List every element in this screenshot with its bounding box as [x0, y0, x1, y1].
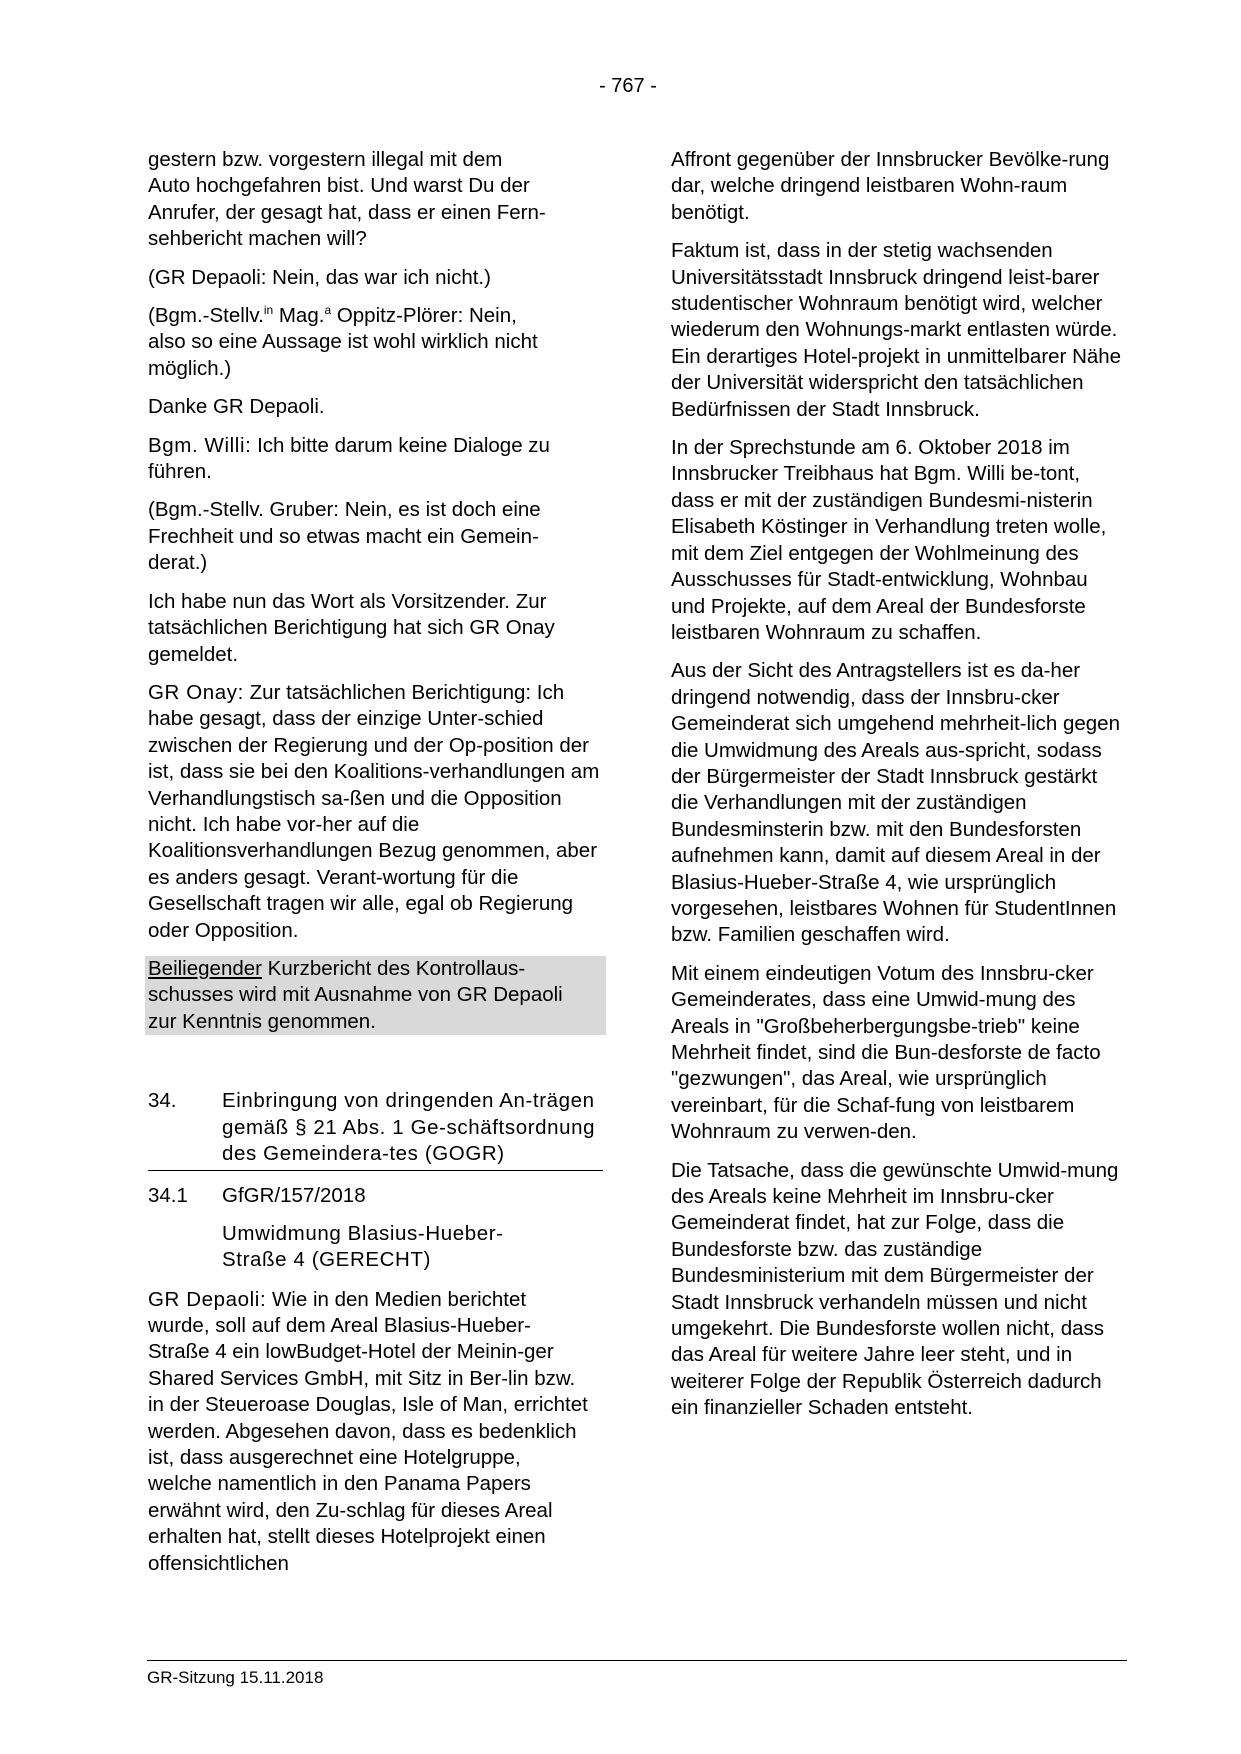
speech-text: Zur tatsächlichen Berichtigung: Ich habe gesagt, dass der einzige Unter-schied zwischen der Regierung und der Op-position der ist, dass sie bei den Koalitions-verhandlungen am Verhandlungstisch sa-ßen und die Opposition nicht. Ich habe vor-her auf die Koalitionsverhandlungen Bezug genommen, aber es anders gesagt. Verant-wortung für die Gesellschaft tragen wir alle, egal ob Regierung oder Opposition. [148, 680, 600, 942]
page-footer [147, 1660, 1127, 1689]
text-run: (Bgm.-Stellv. [148, 304, 264, 328]
paragraph: Mit einem eindeutigen Votum des Innsbru-cker Gemeinderates, dass eine Umwid-mung des Areals in "Großbeherbergungsbe-trieb" keine Mehrheit findet, sind die Bun-desforste de facto "gezwungen", das Areal, wie ursprünglich vereinbart, für die Schaf-fung von leistbarem Wohnraum zu verwen-den. [671, 961, 1101, 1144]
agenda-number: 34. [148, 1089, 177, 1113]
subitem-reference: GfGR/157/2018 [222, 1184, 366, 1208]
decision-text: Kurzbericht des Kontrollaus-schusses wird mit Ausnahme von GR Depaoli zur Kenntnis genommen. [148, 956, 563, 1033]
superscript: in [263, 303, 274, 318]
speaker-name: Bgm. Willi: [148, 433, 252, 457]
footer-text: GR-Sitzung 15.11.2018 [147, 1668, 324, 1687]
speaker-name: GR Depaoli: [148, 1287, 267, 1311]
paragraph: gestern bzw. vorgestern illegal mit dem Auto hochgefahren bist. Und warst Du der Anrufer, der gesagt hat, dass er einen Fern-sehbericht machen will? [148, 148, 546, 251]
paragraph: Faktum ist, dass in der stetig wachsenden Universitätsstadt Innsbruck dringend leist-barer studentischer Wohnraum benötigt wird, welcher wiederum den Wohnungs-markt entlasten würde. Ein derartiges Hotel-projekt in unmittelbarer Nähe der Universität widerspricht den tatsächlichen Bedürfnissen der Stadt Innsbruck. [671, 239, 1122, 421]
interjection [148, 303, 558, 382]
paragraph: Danke GR Depaoli. [148, 395, 325, 419]
speech [148, 1287, 588, 1577]
decision-box [145, 956, 606, 1035]
agenda-title: Einbringung von dringenden An-trägen gemäß § 21 Abs. 1 Ge-schäftsordnung des Gemeindera-tes (GOGR) [222, 1089, 596, 1165]
speech-text: Ich bitte darum keine Dialoge zu führen. [148, 433, 550, 484]
agenda-subitem [148, 1183, 603, 1209]
interjection: (Bgm.-Stellv. Gruber: Nein, es ist doch eine Frechheit und so etwas macht ein Gemein-derat.) [148, 498, 541, 575]
subitem-subject: Umwidmung Blasius-Hueber-Straße 4 (GERECHT) [222, 1221, 504, 1272]
paragraph: In der Sprechstunde am 6. Oktober 2018 im Innsbrucker Treibhaus hat Bgm. Willi be-tont, dass er mit der zuständigen Bundesmi-nisterin Elisabeth Köstinger in Verhandlung treten wolle, mit dem Ziel entgegen der Wohlmeinung des Ausschusses für Stadt-entwicklung, Wohnbau und Projekte, auf dem Areal der Bundesforste leistbaren Wohnraum zu schaffen. [671, 436, 1107, 644]
page-number: - 767 - [599, 75, 657, 97]
right-column [671, 147, 1126, 1434]
subitem-number: 34.1 [148, 1184, 188, 1208]
text-run: Mag. [273, 304, 325, 328]
decision-underlined: Beiliegender [148, 956, 262, 980]
speaker-name: GR Onay: [148, 680, 244, 704]
text-run: Oppitz-Plörer: Nein, also so eine Aussage ist wohl wirklich nicht möglich.) [148, 304, 538, 380]
paragraph: Affront gegenüber der Innsbrucker Bevölke-rung dar, welche dringend leistbaren Wohn-raum benötigt. [671, 148, 1110, 224]
agenda-item [148, 1088, 603, 1171]
superscript: a [324, 303, 332, 318]
paragraph: Aus der Sicht des Antragstellers ist es da-her dringend notwendig, dass der Innsbru-cker Gemeinderat sich umgehend mehrheit-lich gegen die Umwidmung des Areals aus-spricht, sodass der Bürgermeister der Stadt Innsbruck gestärkt die Verhandlungen mit der zuständigen Bundesminsterin bzw. mit den Bundesforsten aufnehmen kann, damit auf diesem Areal in der Blasius-Hueber-Straße 4, wie ursprünglich vorgesehen, leistbares Wohnen für StudentInnen bzw. Familien geschaffen wird. [671, 659, 1120, 947]
speech-text: Wie in den Medien berichtet wurde, soll auf dem Areal Blasius-Hueber-Straße 4 ein lowBudget-Hotel der Meinin-ger Shared Services GmbH, mit Sitz in Ber-lin bzw. in der Steueroase Douglas, Isle of Man, errichtet werden. Abgesehen davon, dass es bedenklich ist, dass ausgerechnet eine Hotelgruppe, welche namentlich in den Panama Papers erwähnt wird, den Zu-schlag für dieses Areal erhalten hat, stellt dieses Hotelprojekt einen offensichtlichen [148, 1287, 588, 1575]
paragraph: Die Tatsache, dass die gewünschte Umwid-mung des Areals keine Mehrheit im Innsbru-cker Gemeinderat findet, hat zur Folge, dass die Bundesforste bzw. das zuständige Bundesministerium mit dem Bürgermeister der Stadt Innsbruck verhandeln müssen und nicht umgekehrt. Die Bundesforste wollen nicht, dass das Areal für weitere Jahre leer steht, und in weiterer Folge der Republik Österreich dadurch ein finanzieller Schaden entsteht. [671, 1158, 1119, 1420]
interjection: (GR Depaoli: Nein, das war ich nicht.) [148, 265, 491, 289]
speech [148, 433, 568, 486]
paragraph: Ich habe nun das Wort als Vorsitzender. Zur tatsächlichen Berichtigung hat sich GR Onay gemeldet. [148, 589, 555, 666]
left-column [148, 147, 603, 1589]
speech [148, 680, 603, 944]
